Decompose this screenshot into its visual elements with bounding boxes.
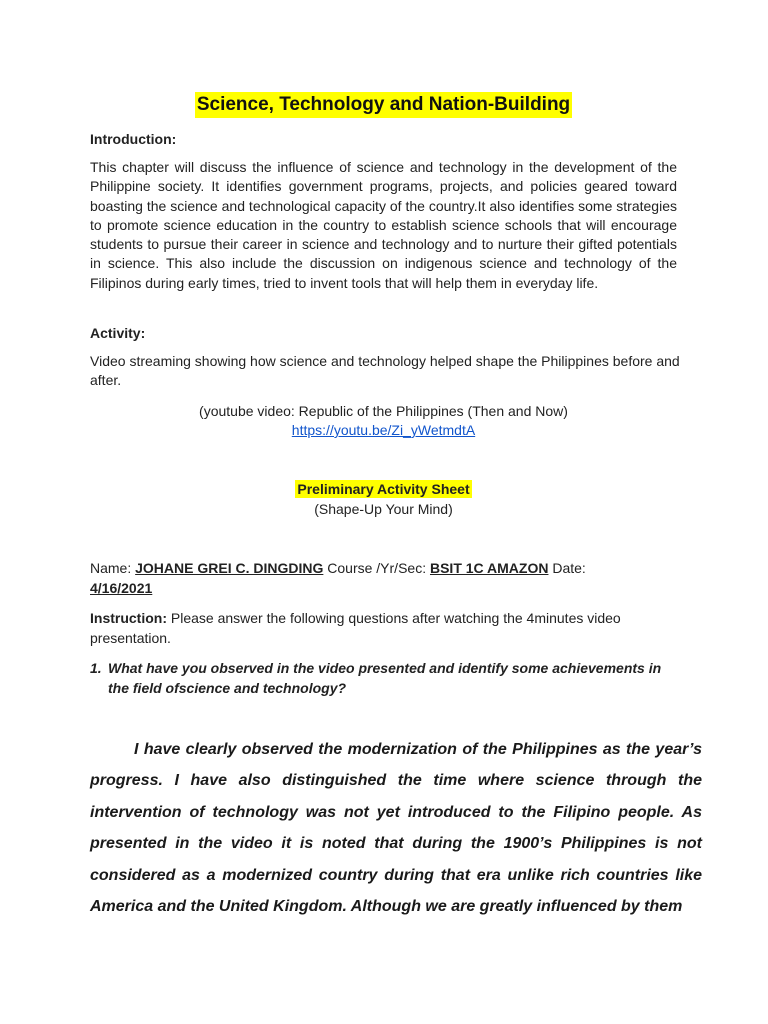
question-text: What have you observed in the video presented and identify some achievements in the field ofscience and technology? [108, 660, 662, 696]
date-label: Date: [552, 560, 586, 576]
answer-paragraph: I have clearly observed the modernization of the Philippines as the year’s progress. I have also distinguished the time where science through the intervention of technology was not yet introduced to the Filipino people. As presented in the video it is noted that during the 1900’s Philippines is not considered as a modernized country during that era unlike rich countries like America and the United Kingdom. Although we are greatly influenced by them [90, 741, 702, 916]
date-value: 4/16/2021 [90, 579, 153, 596]
course-value: BSIT 1C AMAZON [429, 560, 549, 576]
introduction-paragraph: This chapter will discuss the influence of science and technology in the development of the Philippine society. It identifies government programs, projects, and policies geared toward boasting the science and technological capacity of the country.It also identifies some strategies to promote science education in the country to establish science schools that will encourage students to pursue their career in science and technology and to nurture their gifted potentials in science. This also include the discussion on indigenous science and technology of the Filipinos during early times, tried to invent tools that will help them in everyday life. [90, 159, 677, 291]
activity-paragraph: Video streaming showing how science and technology helped shape the Philippines before and after. [90, 353, 680, 389]
name-label: Name: [90, 560, 132, 576]
video-caption: (youtube video: Republic of the Philippines (Then and Now) [199, 403, 568, 419]
student-info [90, 559, 677, 598]
video-link[interactable]: https://youtu.be/Zi_yWetmdtA [291, 422, 476, 438]
question-1 [90, 659, 677, 698]
introduction-heading: Introduction: [90, 131, 177, 147]
sheet-title-wrap [90, 480, 677, 500]
instruction-label: Instruction: [90, 610, 167, 626]
video-link-wrap [90, 421, 677, 441]
sheet-title: Preliminary Activity Sheet [297, 481, 470, 497]
instruction-text: Please answer the following questions after watching the 4minutes video presentation. [90, 610, 621, 646]
instruction [90, 608, 677, 648]
document-title: Science, Technology and Nation-Building [195, 92, 572, 118]
title-wrap [90, 92, 677, 118]
question-number: 1. [90, 660, 102, 676]
course-label: Course /Yr/Sec: [327, 560, 427, 576]
name-value: JOHANE GREI C. DINGDING [135, 560, 324, 576]
sheet-subtitle: (Shape-Up Your Mind) [314, 501, 453, 517]
activity-heading: Activity: [90, 325, 146, 341]
